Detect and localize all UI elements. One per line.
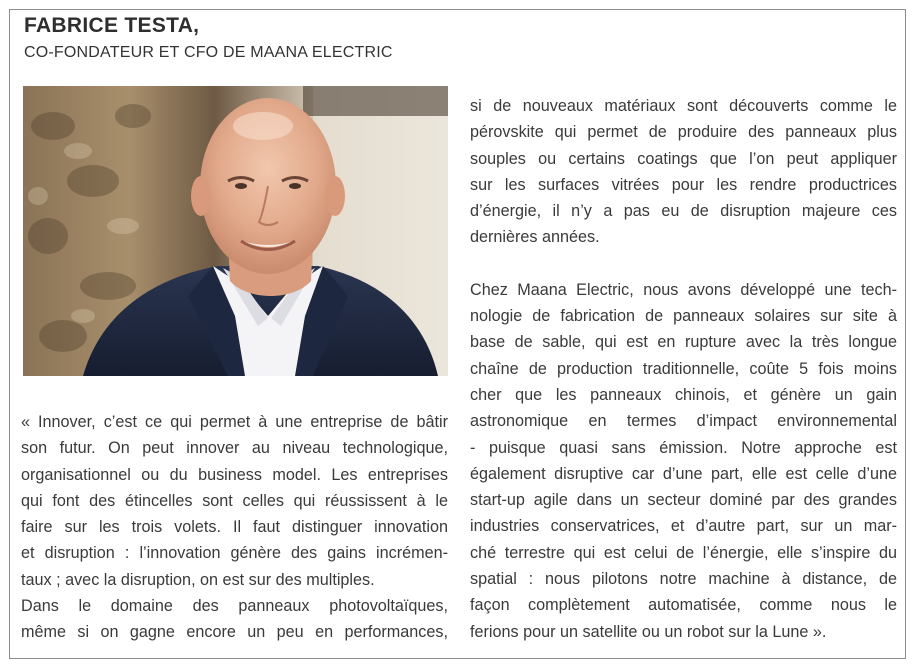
right-p2-line: spatial : nous pilotons notre machine à distance, de — [470, 570, 897, 589]
right-p2-line: ferions pour un satellite ou un robot sur la Lune ». — [470, 622, 827, 641]
person-role: CO-FONDATEUR ET CFO DE MAANA ELECTRIC — [24, 44, 393, 61]
left-line: taux ; avec la disruption, on est sur des multiples. — [21, 570, 375, 589]
right-p1-line: sur les surfaces vitrées pour les rendre productrices — [470, 175, 897, 194]
right-column-text — [470, 93, 897, 645]
left-line: organisationnel ou du business model. Les entreprises — [21, 465, 448, 484]
right-p2-line: Chez Maana Electric, nous avons développé une tech- — [470, 280, 897, 299]
right-p1-line: si de nouveaux matériaux sont découverts comme le — [470, 97, 897, 115]
right-p2-line: chaîne de production traditionnelle, coûte 5 fois moins — [470, 359, 897, 378]
person-name: FABRICE TESTA, — [24, 14, 200, 37]
left-line: qui font des étincelles sont celles qui réussissent à le — [21, 491, 448, 510]
paragraph-gap — [470, 251, 897, 277]
right-p2-line: base de sable, qui est en rupture avec la très longue — [470, 333, 897, 352]
right-p1-line: pérovskite qui permet de produire des panneaux plus — [470, 123, 897, 142]
left-line: « Innover, c’est ce qui permet à une entreprise de bâtir — [21, 413, 448, 431]
left-column-text — [21, 409, 448, 646]
right-p2-line: industries conservatrices, et d’autre part, sur un mar- — [470, 517, 897, 536]
portrait-illustration — [23, 86, 448, 376]
right-p2-line: également disruptive car d’une part, elle est celle d’une — [470, 464, 897, 483]
left-line: même si on gagne encore un peu en performances, — [21, 623, 448, 642]
portrait-photo — [23, 86, 448, 376]
left-line: son futur. On peut innover au niveau technologique, — [21, 439, 448, 458]
right-p2-line: ché terrestre qui est celui de l’énergie, elle s’inspire du — [470, 543, 897, 562]
right-p2-line: cher que les panneaux chinois, et génère un gain — [470, 385, 897, 404]
right-p2-line: start-up agile dans un secteur dominé par des grandes — [470, 491, 897, 510]
right-p1-line: souples ou certains coatings que l’on peut appliquer — [470, 149, 897, 168]
right-p2-line: nologie de fabrication de panneaux solaires sur site à — [470, 307, 897, 326]
left-line: faire sur les trois volets. Il faut distinguer innovation — [21, 518, 448, 537]
right-p2-line: astronomique en termes d’impact environnemental — [470, 412, 897, 431]
right-p2-line: - puisque quasi sans émission. Notre approche est — [470, 438, 897, 457]
right-p1-line: dernières années. — [470, 228, 600, 247]
left-line: Dans le domaine des panneaux photovoltaïques, — [21, 597, 448, 616]
left-line: et disruption : l’innovation génère des gains incrémen- — [21, 544, 448, 563]
right-p1-line: d’énergie, il n’y a pas eu de disruption majeure ces — [470, 202, 897, 221]
right-p2-line: façon complètement automatisée, comme nous le — [470, 596, 897, 615]
